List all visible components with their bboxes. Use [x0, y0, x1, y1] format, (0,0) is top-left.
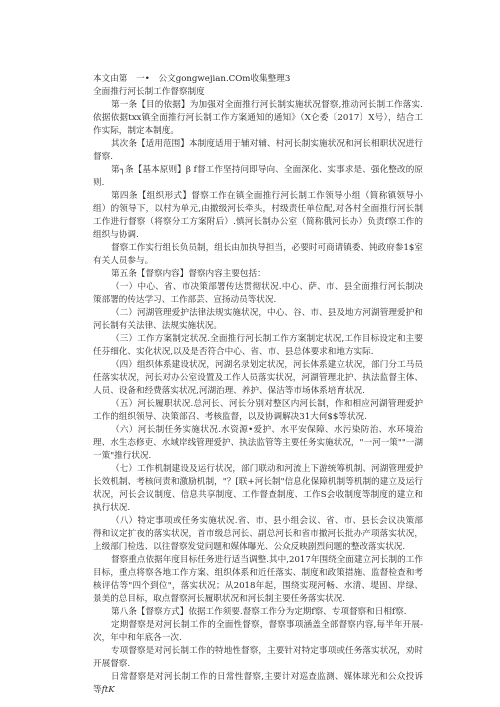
paragraph: 督察重点依据年度目标任务进行适当调整.其中,2017年围绕全面建立河长制的工作目标，重点将察各地工作方案、组织体系和近任落实、制度和政策措施、监督检查和考核评估等"四个到位"，落实状况；从2018年起，围绕实现河畅、水清、堤固、岸绿、景美的总目标，取点督察河长履职状况和河长制主要任务落实状况.: [93, 555, 423, 604]
paragraph: （五）河长履职状况.总河长、河长分别对整区内河长制，作和相应河湖管理爱护工作的组织领导、决策部召、考核监督，以及协调解决31大何$$等状况.: [93, 399, 423, 422]
page-header: [93, 72, 296, 84]
paragraph: （七）工作机制建设及运行状况，部门联动和河流上下游统筹机制、河湖管理爱护长效机制、考核问责和激励机制，"？[联+河长制"信息化保障机制等机制的建立及运行状况，河长会议制度、信息共享制度、工作督查制度、工作S会收制度等制度的建立和执行状况.: [93, 464, 423, 513]
paragraph: 第四条【组织形式】督察工作在镇全面推行河长制工作领导小组（简称镇领导小组）的领导下，以村为单元,由撤级河长牵头，村级责任单位配,对各村全面推行河长制工作进行督察（将察分工方案附后）.慎河长制办公室（简称俄河长办）负责f察工作的组织与协调.: [93, 191, 423, 240]
paragraph: 第一条【目的依据】为加强对全面推行河长制实施状况督察,推动河长制工作落实.依据依据txx镇全面推行河长制工作方案通知的通知》（X仑委〔2017〕X号），结合工作实际，制定本制度。: [93, 100, 423, 136]
paragraph: 日常督察是对河长制工作的日常性督察,主要计对巡查监测、媒体球光和公众投诉等𝑓𝑡𝐾: [93, 672, 423, 695]
paragraph: 其次条【适用范围】本制度适用于辅对辅、村河长制实施状况和河长相职状况进行督察.: [93, 139, 423, 162]
paragraph: （二）河湖管理爱护法律法规实施状况，中心、谷、市、县及地方河湖管理爱护和河长制有关法律、法规实施状况。: [93, 308, 423, 331]
paragraph: 定期督察是对河长制工作的全面性督察，督察事项涵盖全部督察内容,每半年开展-次，年中和年底各一次.: [93, 620, 423, 643]
paragraph: 第┐条【基本原则】β f督工作坚持问即导向、全面深化、实事求是、强化整改的原则.: [93, 165, 423, 188]
paragraph: （四）组织体系建设状况，河湖名录划定状况，河长体系建立状况，部门分工马员任落实状况，河长对办公室设置及工作人员落实状况，河湖管理北护、执法监督主体、人员、设备和经费落实状况,河湖治理、养护、保洁等市场体系培育状况.: [93, 360, 423, 396]
document-body: [93, 86, 423, 697]
paragraph: （三）工作方案制定状况.全面推行河长制工作方案制定状况,工作目标设定和主要任芬细化、实化状况,以及是否符合中心、省、市、县总体要求和地方实际.: [93, 334, 423, 357]
paragraph: （一）中心、省、市决策部署传达贯彻状况.中心、萨、市、县全面推行河长制决策部署的传达学习、工作部芸、宣扬动员等状况.: [93, 282, 423, 305]
paragraph: （六）河长制任务实施状况.水资源•爱护、水平安保障、水污染防治、水环境治理、水生态修吏、水域岸线管理爱护、执法监管等主要任务实施状况，"一河一策""一湖一策"推行状况.: [93, 425, 423, 461]
paragraph: （八）特定事项或任务实施状况.省、市、县小组会议、省、市、县长会议决策部得和议定扩夜的落实状况，首市级总河长、副总河长和省市撤河长批办产项落实状况，上级部门检选、以往督察发觉问题和媒体曝光、公众反映剧烈问题的整改落实状况.: [93, 516, 423, 552]
header-left: 本文由第: [93, 74, 128, 84]
paragraph: 第八条【督察方式】依据工作须要.督察工作分为定期f察、专项督察和日相f察.: [111, 607, 407, 617]
paragraph: 专项督察是对河长制工作的特地性督察，主要针对特定事项或任务落实状况，劝时开展督察.: [93, 646, 423, 669]
paragraph: 第五条【督察内容】督察内容主要包括：: [111, 269, 266, 279]
header-mid: 一•: [136, 74, 150, 84]
header-right: 公文gongwejian.COm收集整理3: [158, 74, 291, 84]
doc-title: 全面推行河长制工作督察制度: [93, 87, 205, 97]
paragraph: 督察工作实行组长负员制，组长由加执导担当，必要时可商请镇委、钝政府参1$室有关人员参与。: [93, 243, 423, 266]
